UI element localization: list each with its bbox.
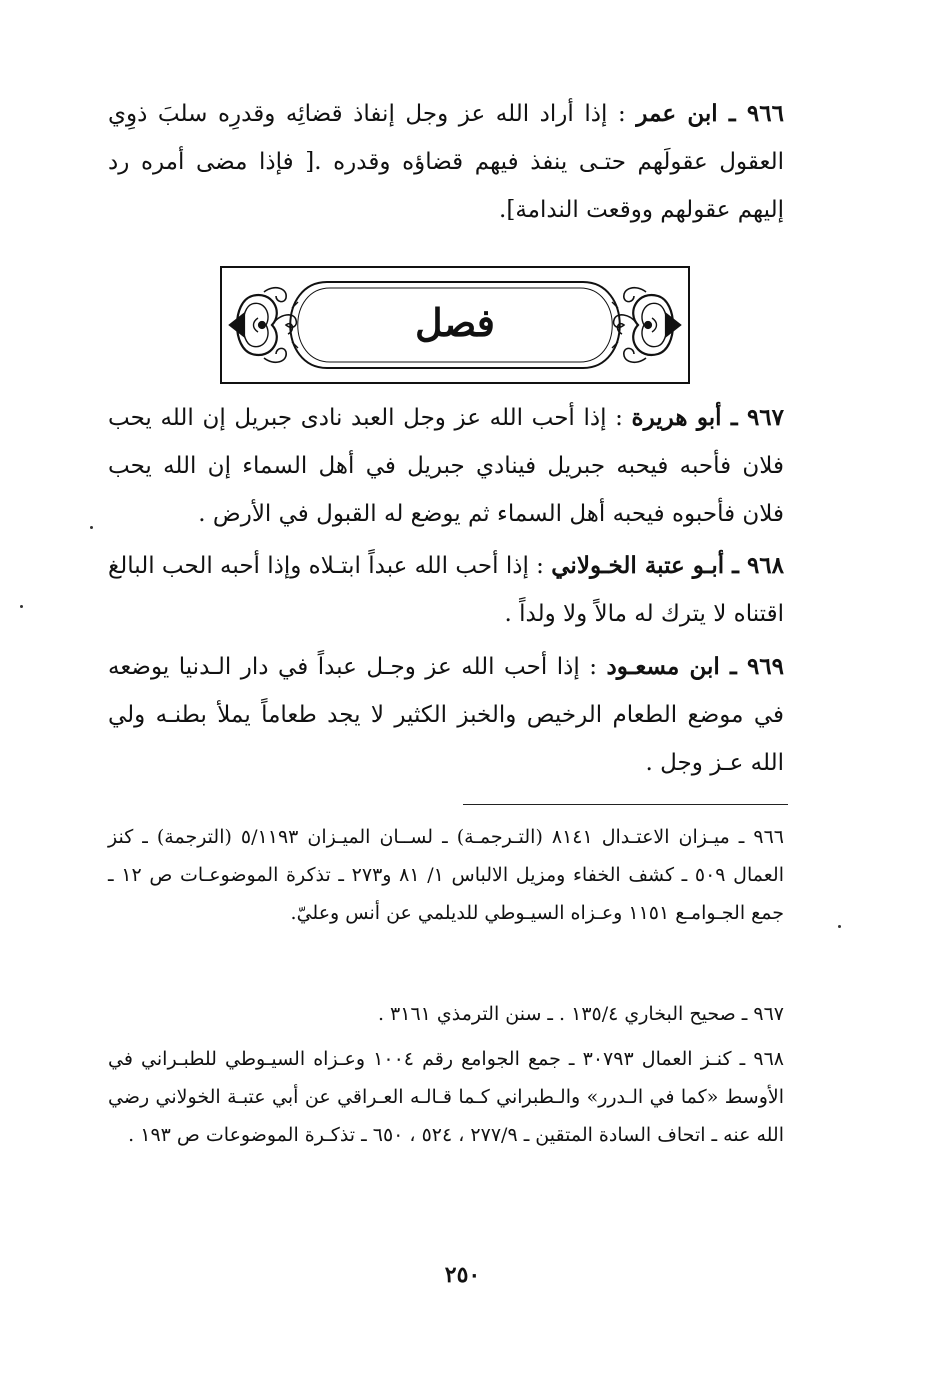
entry-head-967: ٩٦٧ ـ أبو هريرة bbox=[631, 404, 784, 431]
entry-967 bbox=[108, 394, 784, 538]
entry-969 bbox=[108, 643, 784, 787]
footnote-divider bbox=[463, 804, 788, 805]
scan-speck bbox=[20, 605, 23, 608]
entry-head-966: ٩٦٦ ـ ابن عمر bbox=[636, 100, 784, 127]
section-heading-frame bbox=[220, 266, 690, 384]
entry-body-967: : إذا أحب الله عز وجل العبد نادى جبريل إن الله يحب فلان فأحبه فيحبه جبريل فينادي جبريل في أهل السماء إن الله يحب فلان فأحبوه فيحبه أهل السماء ثم يوضع له القبول في الأرض . bbox=[108, 405, 784, 527]
entry-body-968: : إذا أحب الله عبداً ابتـلاه وإذا أحبه الحب البالغ اقتناه لا يترك له مالاً ولا ولداً . bbox=[108, 553, 784, 627]
footnote-968: ٩٦٨ ـ كنـز العمال ٣٠٧٩٣ ـ جمع الجوامع رقم ١٠٠٤ وعـزاه السيـوطي للطبـراني في الأوسط «كما في الـدرر» والـطبراني كـما قـالـه العـراقي عن أبي عتبـة الخولاني رضي الله عنه ـ اتحاف السادة المتقين ـ ٢٧٧/٩ ، ٥٢٤ ، ٦٥٠ ـ تذكـرة الموضوعات ص ١٩٣ . bbox=[108, 1048, 784, 1146]
scan-speck bbox=[838, 925, 841, 928]
footnote-966: ٩٦٦ ـ ميـزان الاعتـدال ٨١٤١ (التـرجمـة) ـ لســان الميـزان ٥/١١٩٣ (الترجمة) ـ كنز العمال ٥٠٩ ـ كشف الخفاء ومزيل الالباس ١/ ٨١ و٢٧٣ ـ تذكرة الموضوعـات ص ١٢ ـ جمع الجـوامـع ١١٥١ وعـزاه السيـوطي للديلمي عن أنس وعليّ. bbox=[108, 826, 784, 924]
entry-body-966: : إذا أراد الله عز وجل إنفاذ قضائِه وقدرِه سلبَ ذوِي العقول عقولَهم حتـى ينفذ فيهم قضاؤه وقدره .[ فإذا مضى أمره رد إليهم عقولهم ووقعت الندامة]. bbox=[108, 101, 784, 223]
entry-head-968: ٩٦٨ ـ أبـو عتبة الخـولاني bbox=[551, 552, 784, 579]
page-number: ٢٥٠ bbox=[444, 1262, 481, 1288]
entry-head-969: ٩٦٩ ـ ابن مسعـود bbox=[606, 653, 784, 680]
scan-speck bbox=[90, 526, 93, 529]
footnote-967: ٩٦٧ ـ صحيح البخاري ١٣٥/٤ . ـ سنن الترمذي ٣١٦١ . bbox=[377, 1003, 784, 1025]
entry-968 bbox=[108, 542, 784, 638]
entry-966 bbox=[108, 90, 784, 234]
section-heading-title: فصل bbox=[415, 300, 495, 345]
entry-body-969: : إذا أحب الله عز وجـل عبداً في دار الـدنيا يوضعه في موضع الطعام الرخيص والخبز الكثير لا يجد طعاماً يملأ بطنـه ولي الله عـز وجل . bbox=[108, 654, 784, 776]
